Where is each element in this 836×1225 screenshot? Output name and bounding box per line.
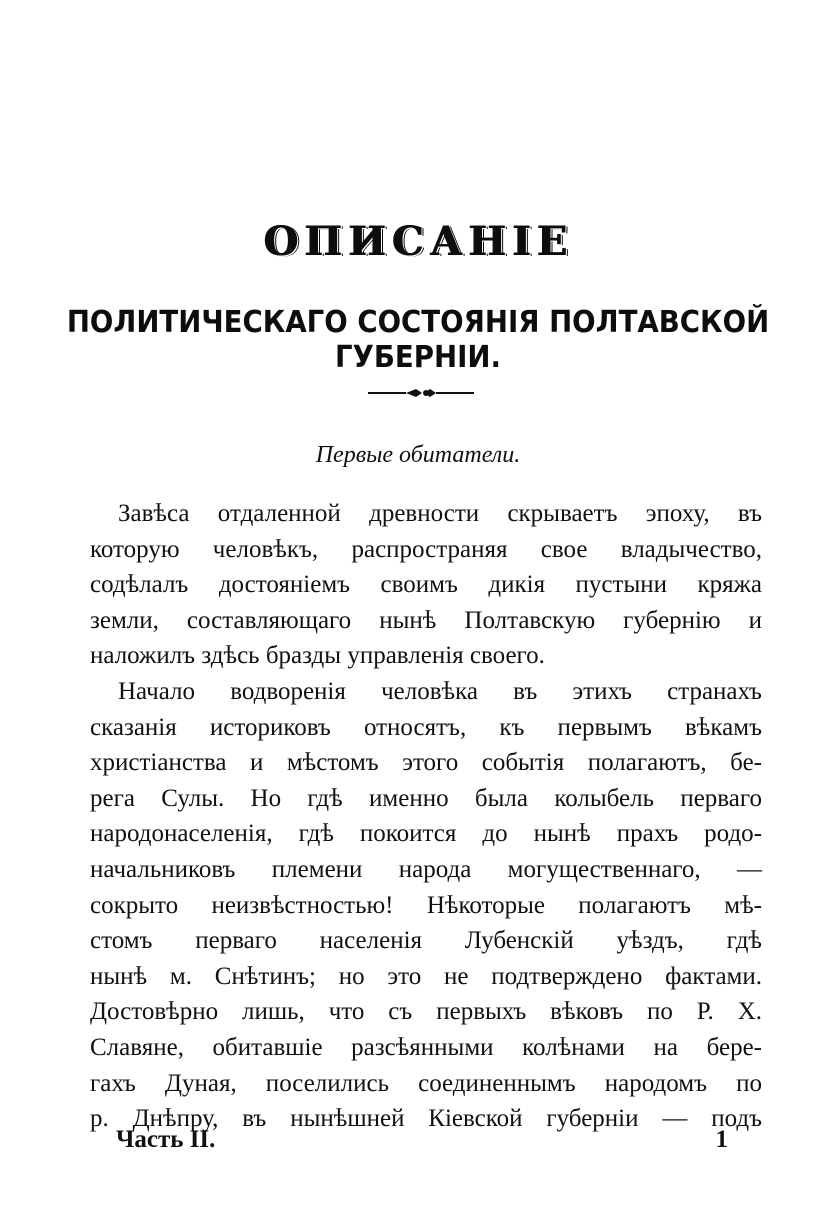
text-line: наложилъ здѣсь бразды управленія своего.	[90, 642, 545, 670]
page-title: ОПИСАНІЕ	[263, 218, 573, 265]
body-text	[90, 496, 762, 1137]
text-line: Начало водворенія человѣка въ этихъ странахъ	[118, 677, 762, 705]
page-number: 1	[715, 1126, 728, 1153]
text-line: сказанія историковъ относятъ, къ первымъ вѣкамъ	[90, 713, 762, 741]
text-line: начальниковъ племени народа могущественнаго, —	[90, 855, 762, 883]
text-line: народонаселенія, гдѣ покоится до нынѣ прахъ родо-	[90, 820, 762, 848]
text-line: сокрыто неизвѣстностью! Нѣкоторые полагаютъ мѣ-	[90, 891, 762, 919]
text-line: которую человѣкъ, распространяя свое владычество,	[90, 535, 762, 563]
paragraph	[90, 496, 762, 674]
part-label: Часть II.	[116, 1126, 216, 1153]
text-line: Славяне, обитавшіе разсѣянными колѣнами на бере-	[90, 1033, 762, 1061]
text-line: христіанства и мѣстомъ этого событія полагаютъ, бе-	[90, 749, 762, 777]
text-line: нынѣ м. Снѣтинъ; но это не подтверждено фактами.	[90, 962, 762, 990]
text-line: Достовѣрно лишь, что съ первыхъ вѣковъ по Р. Х.	[90, 998, 762, 1026]
paragraph	[90, 674, 762, 1137]
text-line: стомъ перваго населенія Лубенскій уѣздъ, гдѣ	[90, 927, 762, 955]
text-line: земли, составляющаго нынѣ Полтавскую губернію и	[90, 606, 762, 634]
text-line: рега Сулы. Но гдѣ именно была колыбель перваго	[90, 784, 762, 812]
text-line: содѣлалъ достояніемъ своимъ дикія пустыни кряжа	[90, 571, 762, 599]
text-line: гахъ Дуная, поселились соединеннымъ народомъ по	[90, 1069, 762, 1097]
ornament-divider-icon	[366, 384, 476, 402]
page-subtitle: ПОЛИТИЧЕСКАГО СОСТОЯНІЯ ПОЛТАВСКОЙ ГУБЕРНІИ.	[66, 305, 770, 375]
section-heading: Первые обитатели.	[315, 442, 521, 468]
text-line: р. Днѣпру, въ нынѣшней Кіевской губерніи — подъ	[90, 1105, 762, 1133]
text-line: Завѣса отдаленной древности скрываетъ эпоху, въ	[118, 500, 762, 527]
